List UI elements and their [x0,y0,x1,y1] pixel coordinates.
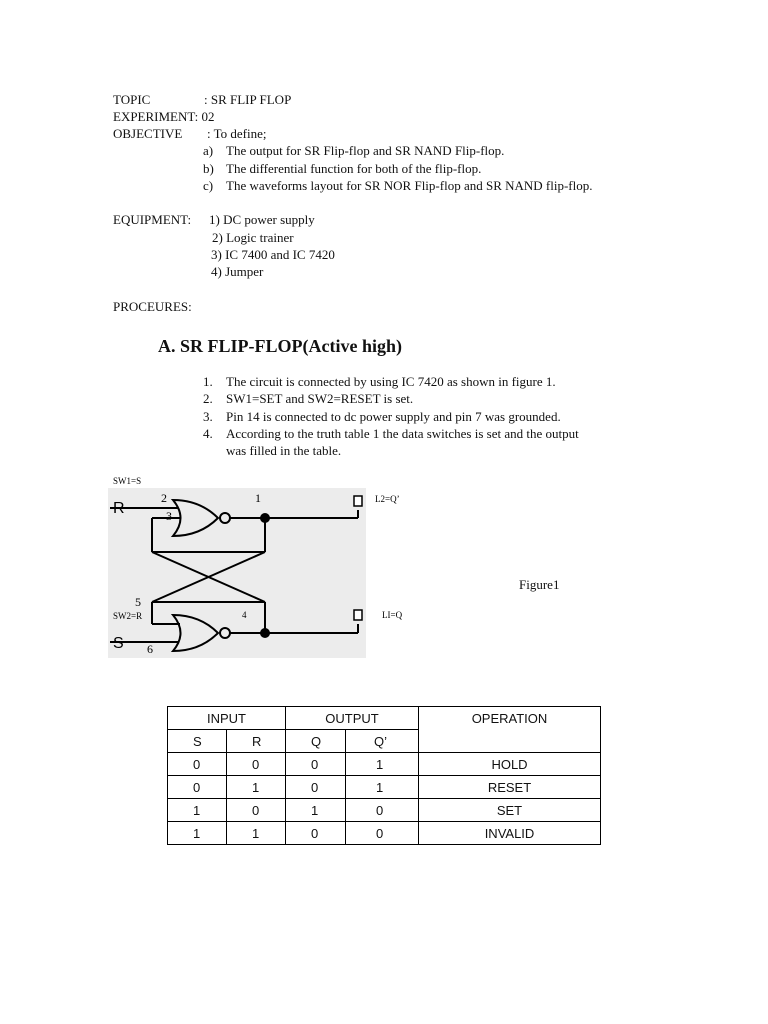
table-row [168,799,601,822]
pin-5-label: 5 [135,595,141,609]
sr-flip-flop-circuit [108,470,408,660]
led-q-label: LI=Q [382,610,403,620]
pin-1-label: 1 [255,491,261,505]
cell-r: 0 [227,799,286,822]
objective-marker: b) [203,161,214,176]
pin-4-label: 4 [242,610,247,620]
cell-operation: INVALID [419,822,601,845]
step-marker: 1. [203,374,213,389]
step-marker: 2. [203,391,213,406]
cell-s: 0 [168,776,227,799]
step-text: Pin 14 is connected to dc power supply and pin 7 was grounded. [226,409,561,424]
cell-operation: SET [419,799,601,822]
cell-q-bar: 1 [346,776,419,799]
sw1-label: SW1=S [113,476,142,486]
pin-6-label: 6 [147,642,153,656]
col-r-header: R [227,730,286,753]
experiment-line: EXPERIMENT: 02 [113,109,215,124]
topic-label: TOPIC [113,92,151,107]
cell-q: 0 [286,753,346,776]
step-text: According to the truth table 1 the data switches is set and the output [226,426,579,441]
table-row [168,776,601,799]
cell-r: 1 [227,776,286,799]
pin-2-label: 2 [161,491,167,505]
junction-dot [260,513,270,523]
objective-value: : To define; [207,126,267,141]
col-s-header: S [168,730,227,753]
input-header: INPUT [168,707,286,730]
led-q-bar [354,496,362,506]
procedures-label: PROCEURES: [113,299,192,314]
step-text: SW1=SET and SW2=RESET is set. [226,391,414,406]
output-header: OUTPUT [286,707,419,730]
equipment-label: EQUIPMENT: [113,212,192,227]
objective-text: The differential function for both of the flip-flop. [226,161,482,176]
equipment-item: 4) Jumper [211,264,264,279]
table-row [168,753,601,776]
led-q-bar-label: L2=Q’ [375,494,400,504]
led-q [354,610,362,620]
cell-operation: HOLD [419,753,601,776]
objective-marker: c) [203,178,214,193]
figure-caption: Figure1 [519,577,560,592]
cell-q-bar: 1 [346,753,419,776]
junction-dot [260,628,270,638]
cell-operation: RESET [419,776,601,799]
cell-s: 0 [168,753,227,776]
input-s-label: S [113,635,124,652]
section-title: A. SR FLIP-FLOP(Active high) [158,336,402,356]
truth-table [167,706,601,845]
objective-marker: a) [203,143,214,158]
cell-r: 1 [227,822,286,845]
pin-3-label: 3 [166,509,172,523]
cell-s: 1 [168,822,227,845]
equipment-item: 1) DC power supply [209,212,315,227]
cell-q: 1 [286,799,346,822]
col-q-header: Q [286,730,346,753]
step-text: The circuit is connected by using IC 7420 as shown in figure 1. [226,374,556,389]
cell-r: 0 [227,753,286,776]
cell-q-bar: 0 [346,799,419,822]
table-row [168,822,601,845]
input-r-label: R [113,500,125,517]
step-text: was filled in the table. [226,443,342,458]
col-q-bar-header: Q’ [346,730,419,753]
objective-text: The waveforms layout for SR NOR Flip-flop and SR NAND flip-flop. [226,178,593,193]
equipment-item: 2) Logic trainer [212,230,294,245]
topic-value: : SR FLIP FLOP [204,92,292,107]
equipment-item: 3) IC 7400 and IC 7420 [211,247,335,262]
objective-label: OBJECTIVE [113,126,183,141]
table-header-row [168,707,601,730]
cell-s: 1 [168,799,227,822]
operation-header: OPERATION [419,707,601,753]
step-marker: 4. [203,426,213,441]
cell-q: 0 [286,822,346,845]
cell-q: 0 [286,776,346,799]
objective-text: The output for SR Flip-flop and SR NAND Flip-flop. [226,143,505,158]
step-marker: 3. [203,409,213,424]
cell-q-bar: 0 [346,822,419,845]
sw2-label: SW2=R [113,611,143,621]
